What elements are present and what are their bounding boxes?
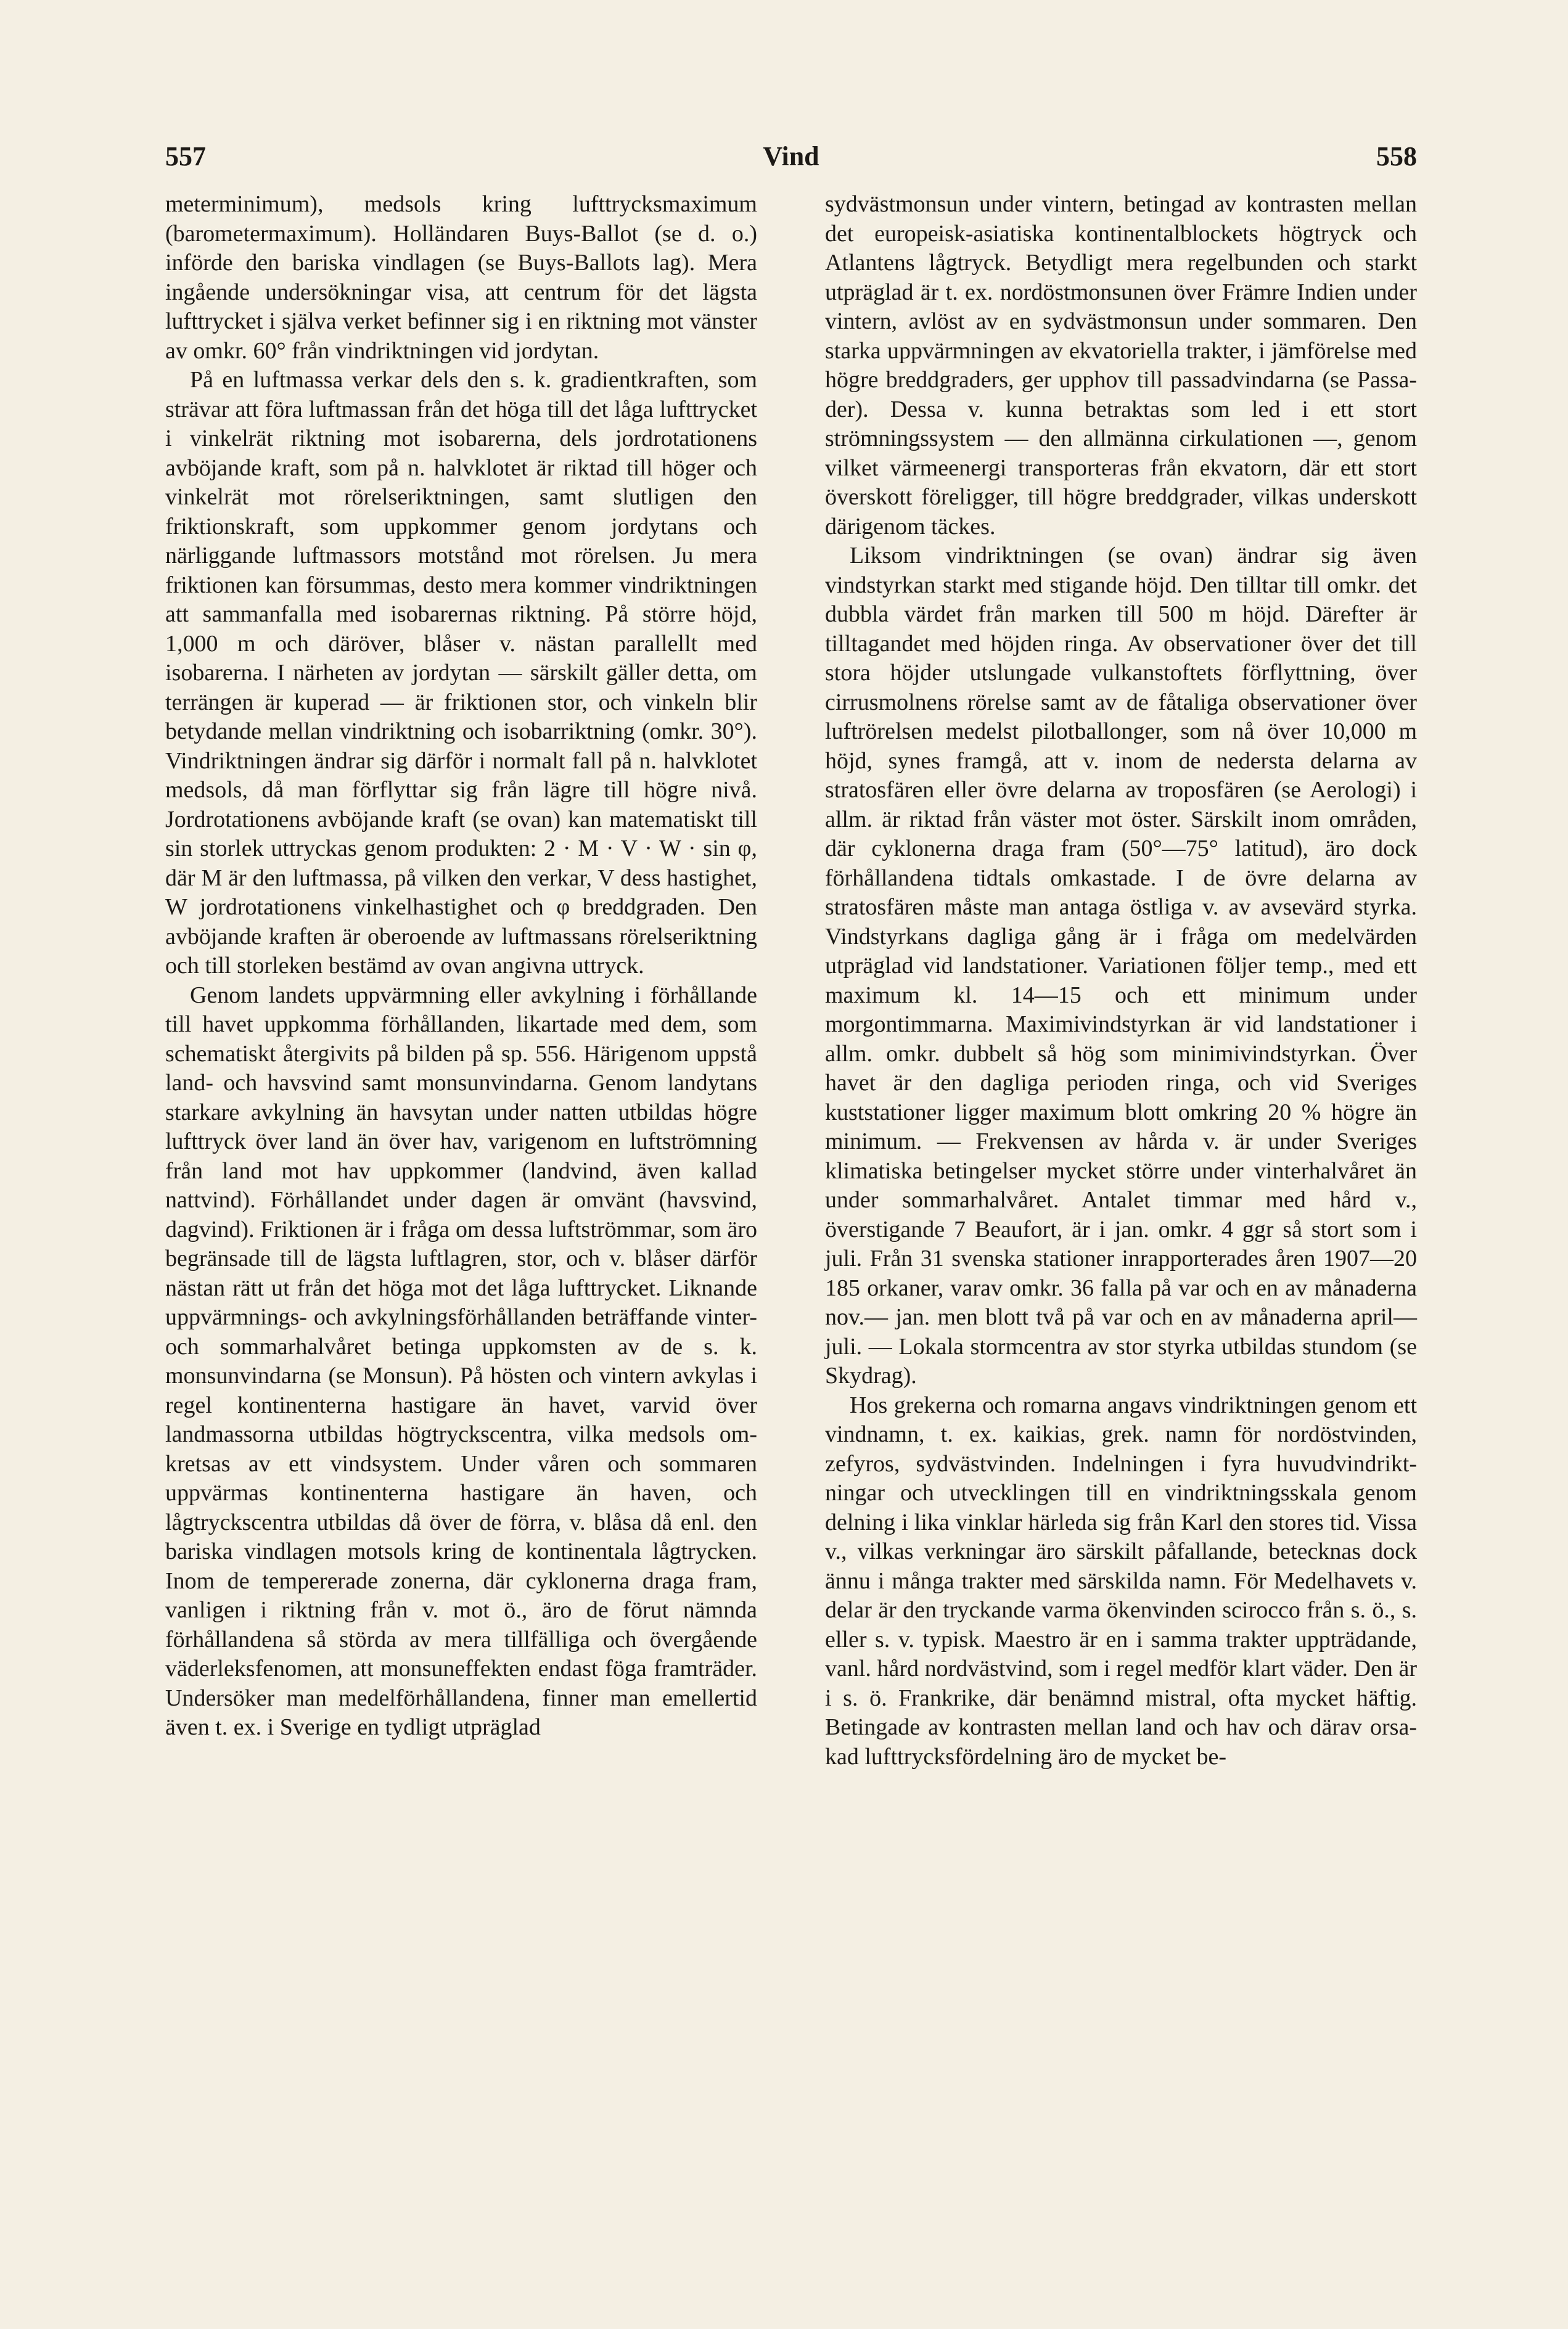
paragraph: På en luftmassa verkar dels den s. k. gradientkraften, som strävar att föra luftmassan från det höga till det låga lufttrycket i vinkelrät riktning mot isobarerna, dels jordrotationens avböjande kraft, som på n. halvklotet är riktad till höger och vinkelrät mot rörelseriktningen, samt slutligen den friktionskraft, som uppkommer genom jordytans och närliggande luftmassors motstånd mot rörelsen. Ju mera friktionen kan försummas, desto mera kommer vindriktningen att sammanfalla med isobarernas riktning. På större höjd, 1,000 m och däröver, blåser v. nästan parallellt med isobarerna. I närheten av jordytan — särskilt gäller detta, om terrängen är kuperad — är friktionen stor, och vinkeln blir betydande mellan vindriktning och isobarriktning (omkr. 30°). Vindriktningen ändrar sig därför i normalt fall på n. halvklotet medsols, då man förflyttar sig från lägre till högre nivå. Jordrotationens avböjande kraft (se ovan) kan matematiskt till sin storlek uttryckas genom produkten: 2 · M · V · W · sin φ, där M är den luftmassa, på vilken den verkar, V dess hastighet, W jordrotationens vinkelhastighet och φ breddgraden. Den avböjande kraften är oberoende av luftmassans rörelseriktning och till storleken bestämd av ovan angivna uttryck. <box>165 367 757 979</box>
page-number-right: 558 <box>1376 141 1417 171</box>
running-title: Vind <box>763 141 819 171</box>
page-number-left: 557 <box>165 141 206 171</box>
paragraph: sydvästmonsun under vintern, betingad av kontrasten mellan det europeisk-asiatiska kontinentalblockets högtryck och Atlantens lågtryck. Betydligt mera regelbunden och starkt utpräglad är t. ex. nordöstmonsunen över Främre Indien under vintern, avlöst av en sydvästmonsun under sommaren. Den starka uppvärmningen av ekvatoriella trakter, i jämförelse med högre breddgraders, ger upphov till passadvindarna (se Passader). Dessa v. kunna betraktas som led i ett stort strömningssystem — den allmänna cirkulationen —, genom vilket värmeenergi transporteras från ekvatorn, där ett stort överskott föreligger, till högre breddgrader, vilkas underskott därigenom täckes. <box>825 191 1417 540</box>
right-column <box>825 190 1417 1772</box>
paragraph: meterminimum), medsols kring lufttrycksmaximum (barometermaximum). Holländaren Buys-Ballot (se d. o.) införde den bariska vindlagen (se Buys-Ballots lag). Mera ingående undersökningar visa, att centrum för det lägsta lufttrycket i själva verket befinner sig i en riktning mot vänster av omkr. 60° från vindriktningen vid jordytan. <box>165 191 757 364</box>
paragraph: Genom landets uppvärmning eller avkylning i förhållande till havet uppkomma förhållanden, likartade med dem, som schematiskt återgivits på bilden på sp. 556. Härigenom uppstå land- och havsvind samt monsunvindarna. Genom landytans starkare avkylning än havsytan under natten utbildas högre lufttryck över land än över hav, varigenom en luftströmning från land mot hav uppkommer (landvind, även kallad nattvind). Förhållandet under dagen är omvänt (havsvind, dagvind). Friktionen är i fråga om dessa luftströmmar, som äro begränsade till de lägsta luftlagren, stor, och v. blåser därför nästan rätt ut från det höga mot det låga lufttrycket. Liknande uppvärmnings- och avkylningsförhållanden beträffande vinter- och sommarhalvåret betinga uppkomsten av de s. k. monsunvindarna (se Monsun). På hösten och vintern avkylas i regel kontinenterna hastigare än havet, varvid över landmassorna utbildas högtryckscentra, vilka medsols omkretsas av ett vindsystem. Under våren och sommaren uppvärmas kontinenterna hastigare än haven, och lågtryckscentra utbildas då över de förra, v. blåsa då enl. den bariska vindlagen motsols kring de kontinentala lågtrycken. Inom de tempererade zonerna, där cyklonerna draga fram, vanligen i riktning från v. mot ö., äro de förut nämnda förhållandena så störda av mera tillfälliga och övergående väderleksfenomen, att monsuneffekten endast föga framträder. Undersöker man medelförhållandena, finner man emellertid även t. ex. i Sverige en tydligt utpräglad <box>165 982 757 1740</box>
page-header <box>165 141 1417 184</box>
paragraph: Hos grekerna och romarna angavs vindriktningen genom ett vindnamn, t. ex. kaikias, grek. namn för nordöstvinden, zefyros, sydvästvinden. Indelningen i fyra huvudvindriktningar och utvecklingen till en vindriktningsskala genom delning i lika vinklar härleda sig från Karl den stores tid. Vissa v., vilkas verkningar äro särskilt påfallande, betecknas dock ännu i många trakter med särskilda namn. För Medelhavets v. delar är den tryckande varma ökenvinden scirocco från s. ö., s. eller s. v. typisk. Maestro är en i samma trakter uppträdande, vanl. hård nordvästvind, som i regel medför klart väder. Den är i s. ö. Frankrike, där benämnd mistral, ofta mycket häftig. Betingade av kontrasten mellan land och hav och därav orsakad lufttrycksfördelning äro de mycket be- <box>825 1392 1417 1770</box>
left-column <box>165 190 757 1743</box>
paragraph: Liksom vindriktningen (se ovan) ändrar sig även vindstyrkan starkt med stigande höjd. Den tilltar till omkr. det dubbla värdet från marken till 500 m höjd. Därefter är tilltagandet med höjden ringa. Av observationer över det till stora höjder utslungade vulkanstoftets förflyttning, över cirrusmolnens rörelse samt av de fåtaliga observationer över luftrörelsen medelst pilotballonger, som nå över 10,000 m höjd, synes framgå, att v. inom de nedersta delarna av stratosfären eller övre delarna av troposfären (se Aerologi) i allm. är riktad från väster mot öster. Särskilt inom områden, där cyklonerna draga fram (50°—75° latitud), äro dock förhållandena tidtals omkastade. I de övre delarna av stratosfären måste man antaga östliga v. av avsevärd styrka. Vindstyrkans dagliga gång är i fråga om medelvärden utpräglad vid landstationer. Variationen följer temp., med ett maximum kl. 14—15 och ett minimum under morgontimmarna. Maximivindstyrkan är vid landstationer i allm. omkr. dubbelt så hög som minimivindstyrkan. Över havet är den dagliga perioden ringa, och vid Sveriges kuststationer ligger maximum blott omkring 20 % högre än minimum. — Frekvensen av hårda v. är under Sveriges klimatiska betingelser mycket större under vinterhalvåret än under sommarhalvåret. Antalet timmar med hård v., överstigande 7 Beaufort, är i jan. omkr. 4 ggr så stort som i juli. Från 31 svenska stationer inrapporterades åren 1907—20 185 orkaner, varav omkr. 36 falla på var och en av månaderna nov.— jan. men blott två på var och en av månaderna april—juli. — Lokala stormcentra av stor styrka utbildas stundom (se Skydrag). <box>825 543 1417 1389</box>
